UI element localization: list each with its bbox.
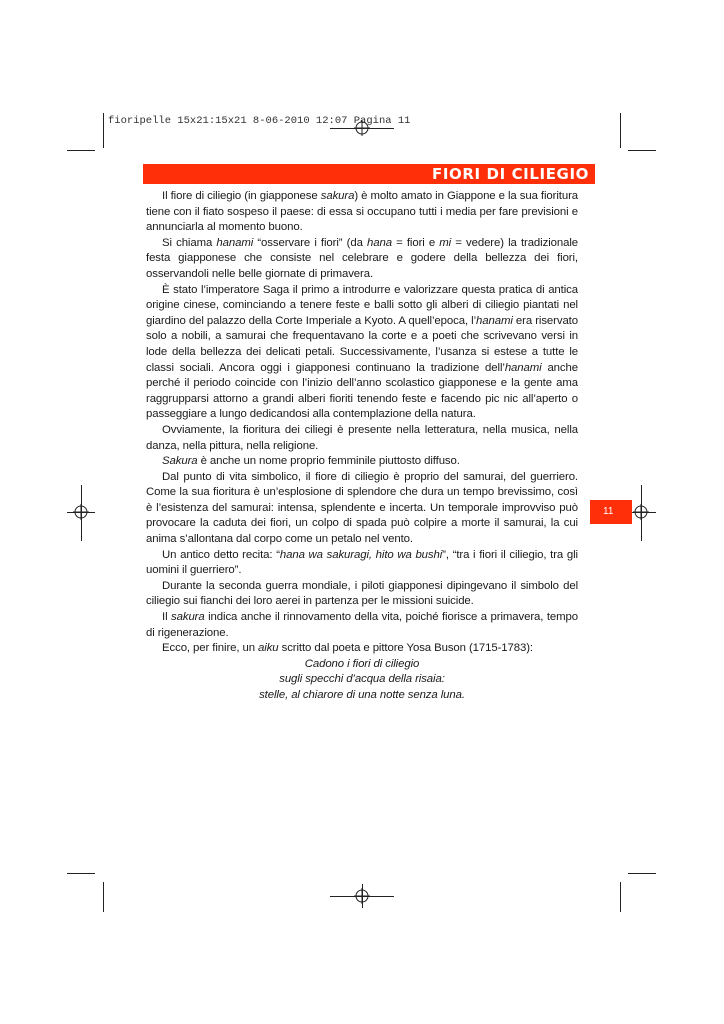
crop-mark (67, 150, 95, 151)
text-run: è anche un nome proprio femminile piuttosto diffuso. (197, 455, 460, 468)
text-run: “osservare i fiori” (da (253, 236, 367, 249)
paragraph (146, 454, 578, 470)
haiku-line: Cadono i fiori di ciliegio (304, 657, 420, 670)
text-run: È stato l’imperatore Saga il primo a introdurre e valorizzare questa pratica di antica origine cinese, cominciando a tenere feste e balli sotto gli alberi di ciliegio piantati nel giardino del palazzo della Corte Imperiale a Kyoto. A quell’epoca, l’ (146, 283, 578, 327)
paragraph (146, 641, 578, 657)
crop-mark (67, 873, 95, 874)
page-number-tab (590, 500, 632, 524)
chapter-header-bar (143, 164, 595, 184)
crop-mark (330, 128, 394, 129)
paragraph (146, 579, 578, 610)
italic-text: hana wa sakuragi, hito wa bushi (279, 548, 443, 561)
text-run: = fiori e (391, 236, 440, 249)
chapter-title: FIORI DI CILIEGIO (431, 165, 589, 183)
paragraphs (146, 189, 578, 657)
italic-text: aiku (258, 642, 279, 655)
italic-text: hana (366, 236, 392, 249)
crop-mark (362, 884, 363, 908)
crop-mark (620, 113, 621, 148)
haiku-line: sugli specchi d’acqua della risaia: (279, 673, 445, 686)
text-run: Il (162, 611, 172, 624)
text-run: Ovviamente, la fioritura dei ciliegi è presente nella letteratura, nella musica, nella danza, nella pittura, nella religione. (146, 423, 578, 452)
crop-mark (641, 485, 642, 541)
italic-text: Sakura (162, 455, 198, 468)
paragraph (146, 283, 578, 423)
crop-mark (103, 882, 104, 912)
italic-text: hanami (216, 236, 254, 249)
crop-mark (620, 882, 621, 912)
text-run: Ecco, per finire, un (162, 642, 259, 655)
crop-mark (67, 512, 95, 513)
italic-text: hanami (504, 361, 542, 374)
paragraph (146, 610, 578, 641)
text-run: anche perché il periodo coincide con l’inizio dell’anno scolastico giapponese e la gente ama raggrupparsi attorno a grandi alberi fioriti tenendo feste e facendo pic nic all’aperto o passeggiare a lungo dedicandosi alla contemplazione della natura. (146, 361, 578, 421)
text-run: ) è molto amato in Giappone e la sua fioritura tiene con il fiato sospeso il paese: di essa si occupano tutti i media per fare previsioni e annunciarla al momento buono. (146, 190, 579, 234)
crop-mark (103, 113, 104, 148)
article-body (146, 189, 578, 704)
italic-text: hanami (476, 314, 513, 327)
text-run: ”, “tra i fiori il ciliegio, tra gli uomini il guerriero”. (146, 548, 578, 577)
text-run: Durante la seconda guerra mondiale, i piloti giapponesi dipingevano il simbolo del ciliegio sui fianchi dei loro aerei in partenza per le missioni suicide. (146, 579, 578, 608)
italic-text: sakura (171, 611, 205, 624)
text-run: Dal punto di vita simbolico, il fiore di ciliegio è proprio del samurai, del guerriero. Come la sua fioritura è un’esplosione di splendore che dura un tempo brevissimo, così è l’esistenza del samurai: intensa, splendente e incerta. Un temporale improvviso può provocare la caduta dei fiori, un colpo di spada può colpire a morte il samurai, la cui anima s’allontana dal corpo come un petalo nel vento. (146, 470, 578, 546)
print-slug: fioripelle 15x21:15x21 8-06-2010 12:07 Pagina 11 (108, 115, 411, 127)
italic-text: mi (439, 236, 452, 249)
text-run: scritto dal poeta e pittore Yosa Buson (1715-1783): (278, 642, 533, 655)
text-run: era riservato solo a nobili, a samurai che frequentavano la corte e a poeti che scrivevano versi in lode della bellezza dei delicati petali. Successivamente, l’usanza si estese a tutte le classi sociali. Ancora oggi i giapponesi continuano la tradizione dell’ (146, 314, 578, 374)
paragraph (146, 470, 578, 548)
haiku (146, 657, 578, 704)
paragraph (146, 236, 578, 283)
text-run: Il fiore di ciliegio (in giapponese (162, 190, 321, 202)
paragraph (146, 548, 578, 579)
crop-mark (81, 485, 82, 541)
crop-mark (628, 873, 656, 874)
text-run: Si chiama (162, 236, 217, 249)
paragraph (146, 189, 578, 236)
page-number: 11 (603, 506, 614, 517)
haiku-line: stelle, al chiarore di una notte senza luna. (259, 689, 465, 701)
text-run: = vedere) la tradizionale festa giapponese che consiste nel celebrare e godere della bellezza dei fiori, osservandoli nelle belle giornate di primavera. (146, 236, 578, 280)
italic-text: sakura (320, 190, 355, 202)
text-run: Un antico detto recita: “ (162, 548, 280, 561)
text-run: indica anche il rinnovamento della vita, poiché fiorisce a primavera, tempo di rigenerazione. (146, 611, 578, 639)
paragraph (146, 423, 578, 454)
crop-mark (628, 512, 656, 513)
crop-mark (628, 150, 656, 151)
